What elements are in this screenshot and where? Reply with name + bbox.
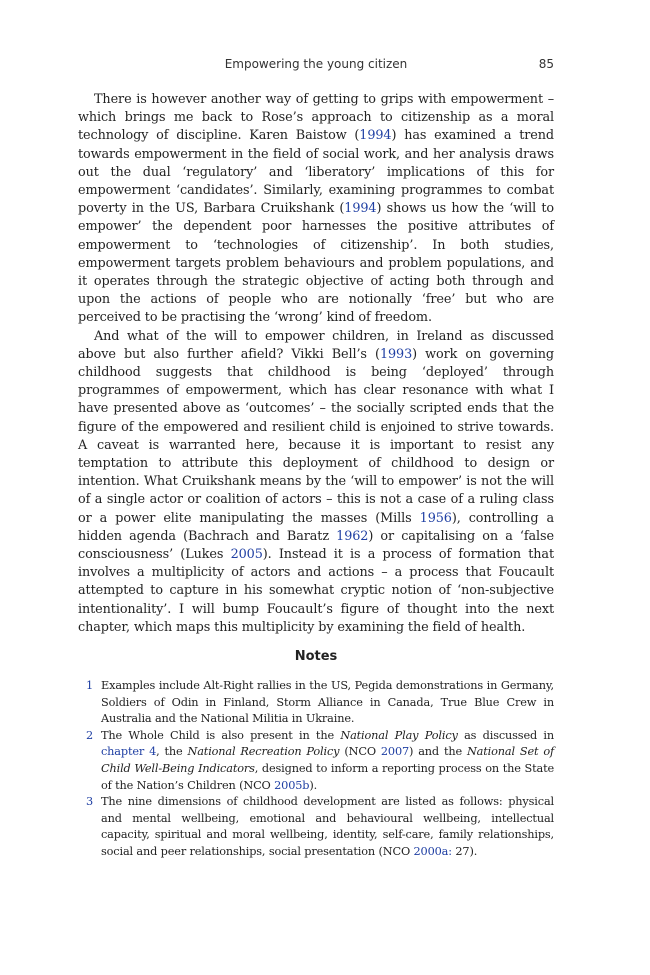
italic-title: National Play Policy (340, 728, 458, 742)
paragraph (78, 328, 554, 637)
text-run: ) work on governing childhood suggests that childhood is being ‘deployed’ through programmes of empowerment, which has clear resonance with what I have presented above as ‘outcomes’ – the socially scripted ends that the figure of the empowered and resilient child is enjoined to strive towards. A caveat is warranted here, because it is important to resist any temptation to attribute this deployment of childhood to design or intention. What Cruikshank means by the ‘will to empower’ is not the will of a single actor or coalition of actors – this is not a case of a ruling class or a power elite manipulating the masses (Mills (78, 346, 554, 526)
text-run: The nine dimensions of childhood development are listed as follows: physical and mental wellbeing, emotional and behavioural wellbeing, intellectual capacity, spiritual and moral wellbeing, identity, self-care, family relationships, social and peer relationships, social presentation (NCO (101, 795, 554, 858)
note-text (101, 679, 554, 725)
text-run: And what of the will to empower children, in Ireland as discussed above but also further afield? Vikki Bell’s ( (78, 328, 554, 362)
note-item (78, 794, 554, 860)
citation-link[interactable]: 2005b (274, 778, 310, 792)
note-item (78, 728, 554, 794)
paragraph (78, 91, 554, 328)
italic-title: National Recreation Policy (187, 745, 340, 759)
note-number-link[interactable]: 1 (86, 679, 94, 692)
page-number: 85 (538, 57, 554, 71)
text-run: 27). (451, 844, 478, 858)
italic-title: National Set of Child Well-Being Indicators (101, 745, 554, 775)
citation-link[interactable]: 2005 (230, 547, 263, 563)
text-run: ) shows us how the ‘will to empower’ the dependent poor harnesses the positive attributes of empowerment to ‘technologies of citizenship’. In both studies, empowerment targets problem behaviours and problem populations, and it operates through the strategic objective of acting both through and upon the actions of people who are notionally ‘free’ but who are perceived to be practising the ‘wrong’ kind of freedom. (78, 201, 555, 326)
text-run: , the (156, 745, 188, 759)
text-run: ). (309, 778, 318, 792)
citation-link[interactable]: 1993 (379, 346, 413, 362)
text-run: as discussed in (457, 728, 554, 742)
citation-link[interactable]: 1994 (344, 201, 377, 217)
note-text (101, 795, 554, 858)
citation-link[interactable]: 1994 (359, 128, 392, 144)
citation-link[interactable]: chapter 4 (101, 745, 157, 759)
note-text (101, 729, 554, 792)
running-head-title: Empowering the young citizen (224, 57, 408, 71)
running-head (78, 57, 554, 73)
citation-link[interactable]: 2000a: (413, 844, 452, 858)
note-number-link[interactable]: 2 (86, 728, 94, 742)
text-run: ) has examined a trend towards empowerment in the field of social work, and her analysis draws out the dual ‘regulatory’ and ‘liberatory’ implications of this for empowerment ‘candidates’. Similarly, examining programmes to combat poverty in the US, Barbara Cruikshank ( (78, 128, 554, 217)
text-run: (NCO (339, 745, 381, 759)
citation-link[interactable]: 1962 (336, 528, 369, 544)
notes-list (78, 678, 554, 861)
note-item (78, 678, 554, 728)
text-run: There is however another way of getting to grips with empowerment – which brings me back to Rose’s approach to citizenship as a moral technology of discipline. Karen Baistow ( (78, 92, 554, 144)
text-run: The Whole Child is also present in the (101, 728, 341, 742)
citation-link[interactable]: 2007 (380, 745, 410, 759)
text-run: ), controlling a hidden agenda (Bachrach and Baratz (78, 510, 554, 544)
notes-heading: Notes (294, 649, 338, 664)
citation-link[interactable]: 1956 (419, 510, 452, 526)
note-number-link[interactable]: 3 (86, 795, 94, 809)
text-run: , designed to inform a reporting process on the State of the Nation’s Children (NCO (101, 761, 555, 792)
text-run: Examples include Alt-Right rallies in the US, Pegida demonstrations in Germany, Soldiers of Odin in Finland, Storm Alliance in Canada, True Blue Crew in Australia and the National Militia in Ukraine. (101, 679, 554, 726)
body-text (78, 91, 554, 637)
text-run: ). Instead it is a process of formation that involves a multiplicity of actors and actions – a process that Foucault attempted to capture in his somewhat cryptic notion of ‘non-subjective intentionality’. I will bump Foucault’s figure of thought into the next chapter, which maps this multiplicity by examining the field of health. (78, 547, 554, 635)
text-run: ) or capitalising on a ‘false consciousness’ (Lukes (78, 528, 554, 563)
text-run: ) and the (409, 745, 467, 759)
